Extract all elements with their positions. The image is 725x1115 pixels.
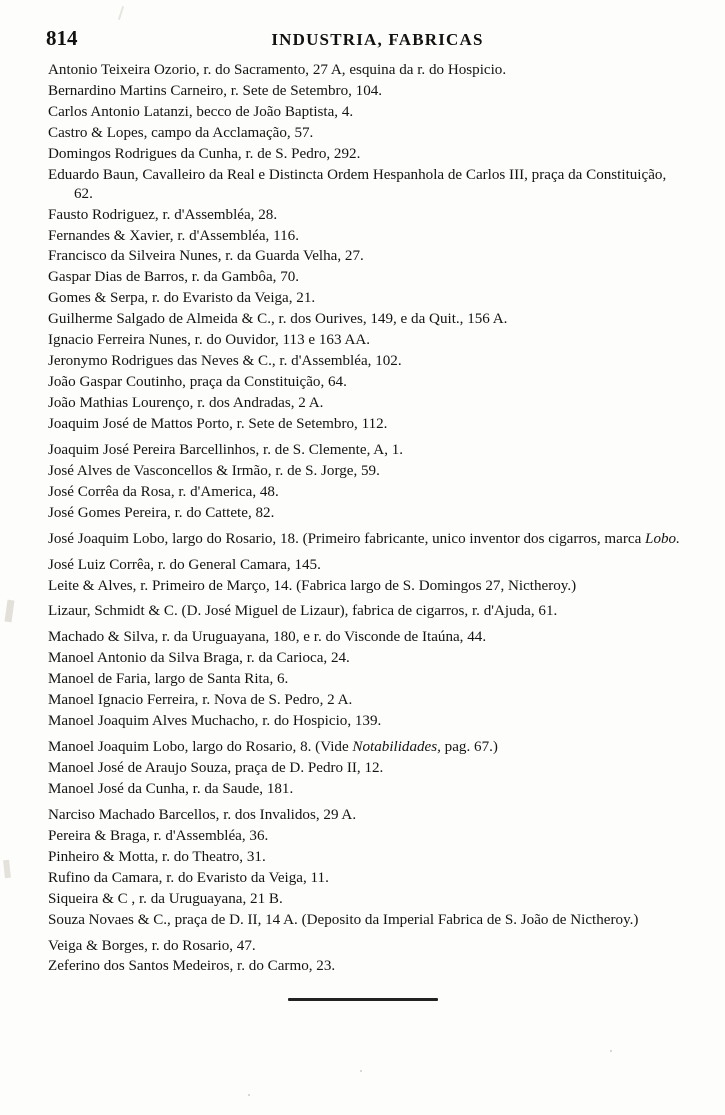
directory-entry: Machado & Silva, r. da Uruguayana, 180, e r. do Visconde de Itaúna, 44. — [48, 629, 487, 646]
directory-entry: Eduardo Baun, Cavalleiro da Real e Distincta Ordem Hespanhola de Carlos III, praça da Constituição, 62. — [48, 166, 667, 202]
directory-entry: Narciso Machado Barcellos, r. dos Invalidos, 29 A. — [48, 806, 357, 823]
directory-entry: José Gomes Pereira, r. do Cattete, 82. — [48, 504, 275, 521]
directory-entry: Manoel Joaquim Alves Muchacho, r. do Hospicio, 139. — [48, 713, 382, 730]
directory-entry: Fausto Rodriguez, r. d'Assembléa, 28. — [48, 206, 278, 223]
directory-entry: João Mathias Lourenço, r. dos Andradas, 2 A. — [48, 395, 324, 411]
directory-entry: Manoel Ignacio Ferreira, r. Nova de S. Pedro, 2 A. — [48, 692, 353, 709]
directory-entry: Ignacio Ferreira Nunes, r. do Ouvidor, 113 e 163 AA. — [48, 332, 371, 349]
directory-entry: Castro & Lopes, campo da Acclamação, 57. — [48, 124, 314, 141]
section-divider — [0, 998, 725, 1001]
directory-entry: Gaspar Dias de Barros, r. da Gambôa, 70. — [48, 269, 300, 286]
directory-entry: Guilherme Salgado de Almeida & C., r. dos Ourives, 149, e da Quit., 156 A. — [48, 311, 508, 328]
directory-entry: Souza Novaes & C., praça de D. II, 14 A. (Deposito da Imperial Fabrica de S. João de Nictheroy.) — [48, 911, 639, 928]
directory-entry: Joaquim José de Mattos Porto, r. Sete de Setembro, 112. — [48, 415, 388, 432]
directory-entry: Manoel Antonio da Silva Braga, r. da Carioca, 24. — [48, 650, 350, 667]
directory-entry: Pereira & Braga, r. d'Assembléa, 36. — [48, 827, 269, 844]
page-header — [0, 0, 725, 51]
directory-entry: Fernandes & Xavier, r. d'Assembléa, 116. — [48, 227, 299, 244]
directory-entry: Manoel José da Cunha, r. da Saude, 181. — [48, 780, 294, 797]
directory-entry: Carlos Antonio Latanzi, becco de João Baptista, 4. — [48, 103, 354, 120]
directory-entry: Jeronymo Rodrigues das Neves & C., r. d'Assembléa, 102. — [48, 353, 402, 370]
paper-speck — [248, 1094, 250, 1096]
paper-speck — [610, 1050, 612, 1052]
directory-entry: Joaquim José Pereira Barcellinhos, r. de S. Clemente, A, 1. — [48, 441, 404, 458]
directory-entry: Manoel Joaquim Lobo, largo do Rosario, 8. (Vide Notabilidades, pag. 67.) — [48, 739, 498, 756]
directory-entry: Francisco da Silveira Nunes, r. da Guarda Velha, 27. — [48, 248, 364, 265]
directory-entry: Leite & Alves, r. Primeiro de Março, 14. (Fabrica largo de S. Domingos 27, Nictheroy.) — [48, 577, 577, 594]
directory-entry: José Joaquim Lobo, largo do Rosario, 18. (Primeiro fabricante, unico inventor dos cigarros, marca Lobo. — [48, 530, 680, 547]
paper-speck — [360, 1070, 362, 1072]
directory-entry: Domingos Rodrigues da Cunha, r. de S. Pedro, 292. — [48, 145, 361, 162]
directory-entry: José Alves de Vasconcellos & Irmão, r. de S. Jorge, 59. — [48, 462, 380, 479]
divider-rule — [288, 998, 438, 1001]
running-head: INDUSTRIA, FABRICAS — [271, 30, 484, 49]
directory-entry: Veiga & Borges, r. do Rosario, 47. — [48, 937, 256, 954]
directory-entry: Antonio Teixeira Ozorio, r. do Sacramento, 27 A, esquina da r. do Hospicio. — [48, 62, 507, 78]
directory-entry-list — [0, 51, 725, 976]
directory-entry: Pinheiro & Motta, r. do Theatro, 31. — [48, 848, 266, 865]
directory-entry: José Corrêa da Rosa, r. d'America, 48. — [48, 483, 279, 500]
directory-entry: Lizaur, Schmidt & C. (D. José Miguel de Lizaur), fabrica de cigarros, r. d'Ajuda, 61. — [48, 603, 558, 620]
directory-entry: José Luiz Corrêa, r. do General Camara, 145. — [48, 556, 321, 573]
directory-entry: Rufino da Camara, r. do Evaristo da Veiga, 11. — [48, 869, 329, 886]
directory-entry: João Gaspar Coutinho, praça da Constituição, 64. — [48, 374, 347, 391]
page-number: 814 — [46, 26, 78, 50]
directory-entry: Siqueira & C , r. da Uruguayana, 21 B. — [48, 890, 283, 907]
directory-entry: Manoel José de Araujo Souza, praça de D. Pedro II, 12. — [48, 760, 384, 776]
directory-entry: Gomes & Serpa, r. do Evaristo da Veiga, 21. — [48, 290, 316, 307]
directory-entry: Manoel de Faria, largo de Santa Rita, 6. — [48, 671, 289, 688]
directory-entry: Zeferino dos Santos Medeiros, r. do Carmo, 23. — [48, 958, 336, 975]
directory-entry: Bernardino Martins Carneiro, r. Sete de Setembro, 104. — [48, 82, 383, 99]
